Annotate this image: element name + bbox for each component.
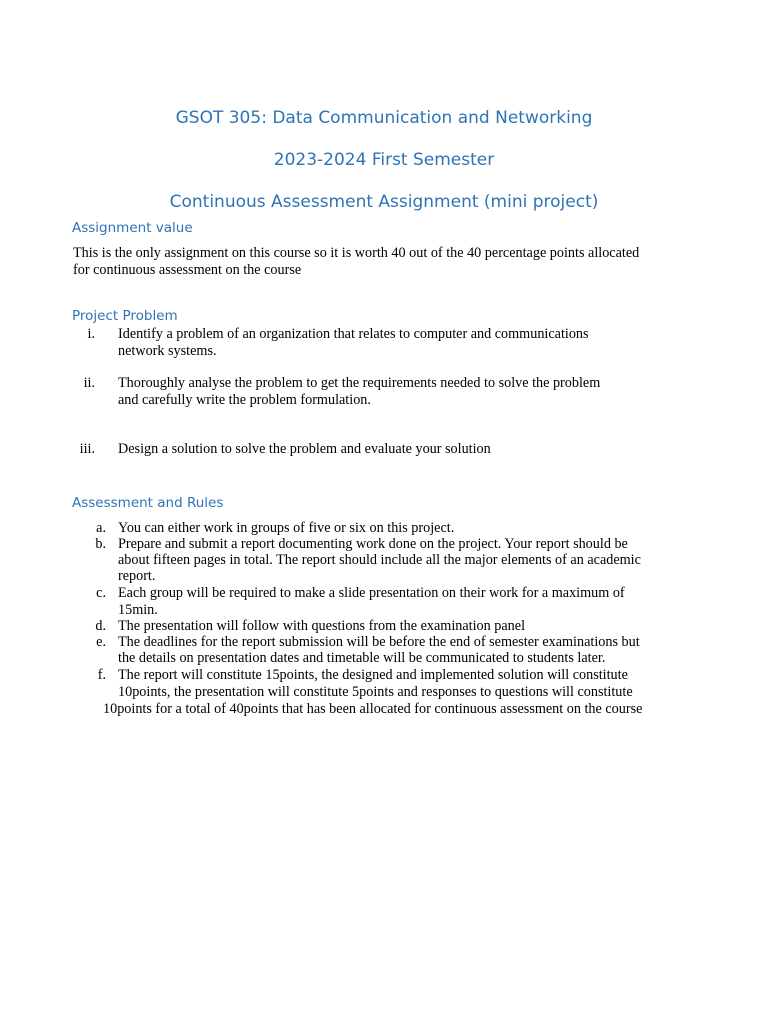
list-item-marker: f. bbox=[97, 667, 106, 683]
list-item-line: The report will constitute 15points, the designed and implemented solution will constitute bbox=[118, 667, 628, 683]
list-item-line: Prepare and submit a report documenting work done on the project. Your report should be bbox=[118, 536, 628, 552]
list-item-line: Each group will be required to make a slide presentation on their work for a maximum of bbox=[118, 585, 625, 601]
assignment-value-line-2: for continuous assessment on the course bbox=[73, 262, 302, 278]
course-title: GSOT 305: Data Communication and Networking bbox=[175, 108, 593, 128]
list-item-line: The deadlines for the report submission will be before the end of semester examinations but bbox=[118, 634, 640, 650]
list-item-line: network systems. bbox=[118, 343, 217, 359]
list-item-line: You can either work in groups of five or six on this project. bbox=[118, 520, 455, 536]
list-item-marker: i. bbox=[87, 326, 95, 342]
list-item-line: report. bbox=[118, 568, 156, 584]
project-problem-heading: Project Problem bbox=[72, 308, 178, 324]
list-item-marker: e. bbox=[96, 634, 106, 650]
list-item-line: 10points, the presentation will constitute 5points and responses to questions will constitute bbox=[118, 684, 633, 700]
list-item-marker: ii. bbox=[83, 375, 95, 391]
list-item-line: Design a solution to solve the problem and evaluate your solution bbox=[118, 441, 491, 457]
assessment-rules-heading: Assessment and Rules bbox=[72, 495, 224, 511]
list-item-marker: iii. bbox=[79, 441, 95, 457]
list-item-line: 15min. bbox=[118, 602, 158, 618]
list-item-line: 10points for a total of 40points that has been allocated for continuous assessment on the course bbox=[103, 701, 643, 717]
list-item-line: Thoroughly analyse the problem to get the requirements needed to solve the problem bbox=[118, 375, 601, 391]
list-item-marker: c. bbox=[96, 585, 106, 601]
list-item-line: The presentation will follow with questions from the examination panel bbox=[118, 618, 526, 634]
list-item-line: Identify a problem of an organization that relates to computer and communications bbox=[118, 326, 589, 342]
list-item-marker: a. bbox=[96, 520, 106, 536]
assignment-value-line-1: This is the only assignment on this course so it is worth 40 out of the 40 percentage points allocated bbox=[73, 245, 640, 261]
list-item-line: about fifteen pages in total. The report should include all the major elements of an academic bbox=[118, 552, 641, 568]
assignment-title: Continuous Assessment Assignment (mini project) bbox=[169, 192, 599, 212]
list-item-line: and carefully write the problem formulation. bbox=[118, 392, 371, 408]
assignment-value-heading: Assignment value bbox=[72, 220, 193, 236]
list-item-marker: d. bbox=[95, 618, 106, 634]
list-item-marker: b. bbox=[95, 536, 106, 552]
semester-title: 2023-2024 First Semester bbox=[273, 150, 495, 170]
list-item-line: the details on presentation dates and timetable will be communicated to students later. bbox=[118, 650, 606, 666]
